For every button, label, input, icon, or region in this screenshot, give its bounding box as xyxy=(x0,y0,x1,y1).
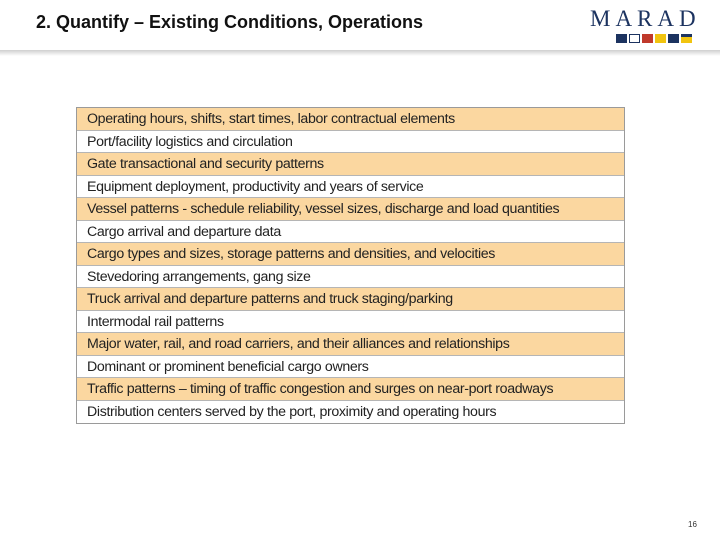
title-divider xyxy=(0,50,720,56)
table-row: Traffic patterns – timing of traffic congestion and surges on near-port roadways xyxy=(77,378,624,401)
table-row: Distribution centers served by the port, proximity and operating hours xyxy=(77,401,624,424)
slide-title: 2. Quantify – Existing Conditions, Operations xyxy=(36,12,424,32)
table-row: Intermodal rail patterns xyxy=(77,311,624,334)
marad-logo xyxy=(590,6,714,46)
table-row: Stevedoring arrangements, gang size xyxy=(77,266,624,289)
page-number: 16 xyxy=(688,520,697,529)
table-row: Vessel patterns - schedule reliability, vessel sizes, discharge and load quantities xyxy=(77,198,624,221)
table-row: Cargo arrival and departure data xyxy=(77,221,624,244)
title-bar xyxy=(0,0,720,50)
table-row: Port/facility logistics and circulation xyxy=(77,131,624,154)
logo-wordmark: MARAD xyxy=(590,6,701,31)
table-row: Truck arrival and departure patterns and truck staging/parking xyxy=(77,288,624,311)
signal-flags-icon xyxy=(616,34,692,43)
table-row: Gate transactional and security patterns xyxy=(77,153,624,176)
table-row: Dominant or prominent beneficial cargo owners xyxy=(77,356,624,379)
table-row: Operating hours, shifts, start times, labor contractual elements xyxy=(77,108,624,131)
conditions-table xyxy=(76,107,625,424)
table-row: Equipment deployment, productivity and years of service xyxy=(77,176,624,199)
table-row: Cargo types and sizes, storage patterns and densities, and velocities xyxy=(77,243,624,266)
table-row: Major water, rail, and road carriers, and their alliances and relationships xyxy=(77,333,624,356)
